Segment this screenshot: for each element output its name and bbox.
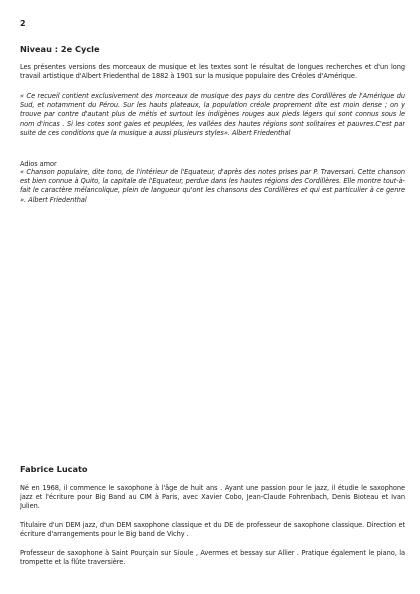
song-description-quote: « Chanson populaire, dite tono, de l'intérieur de l'Equateur, d'après des notes prises par P. Traversari. Cette chanson est bien connue à Quito, la capitale de l'Equateur, perdue dans les hautes régions des Cordillères. Elle montre tout-à-fait le caractère mélancolique, plein de langueur qu'ont les chansons des Cordillères et qui est particulier à ce genre ». Albert Friedenthal [20,168,405,204]
song-title: Adios amor [20,160,57,168]
biography-paragraph-1: Né en 1968, il commence le saxophone à l'âge de huit ans . Ayant une passion pour le jazz, il étudie le saxophone jazz et l'écriture pour Big Band au CIM à Paris, avec Xavier Cobo, Jean-Claude Fohrenbach, Denis Bioteau et Ivan Julien. [20,484,405,511]
biography-paragraph-3: Professeur de saxophone à Saint Pourçain sur Sioule , Avermes et bessay sur Allier . Pratique également le piano, la trompette et la flûte traversière. [20,549,405,567]
section-heading-level: Niveau : 2e Cycle [20,44,100,54]
page-number: 2 [20,19,26,28]
friedenthal-quote-paragraph: « Ce recueil contient exclusivement des morceaux de musique des pays du centre des Cordillères de l'Amérique du Sud, et notamment du Pérou. Sur les hauts plateaux, la population créole proprement dite est moin dense ; on y trouve par contre d'autant plus de métis et surtout les indigènes rouges aux pieds légers qui sont connus sous le nom d'incas . Si les cotes sont gaies et peuplées, les vallées des hautes régions sont solitaires et pauvres.C'est par suite de ces conditions que la musique a aussi plusieurs styles». Albert Friedenthal [20,92,405,137]
author-name-heading: Fabrice Lucato [20,464,88,474]
biography-paragraph-2: Titulaire d'un DEM jazz, d'un DEM saxophone classique et du DE de professeur de saxophone classique. Direction et écriture d'arrangements pour le Big band de Vichy . [20,521,405,539]
intro-paragraph: Les présentes versions des morceaux de musique et les textes sont le résultat de longues recherches et d'un long travail artistique d'Albert Friedenthal de 1882 à 1901 sur la musique populaire des Créoles d'Amérique. [20,63,405,81]
